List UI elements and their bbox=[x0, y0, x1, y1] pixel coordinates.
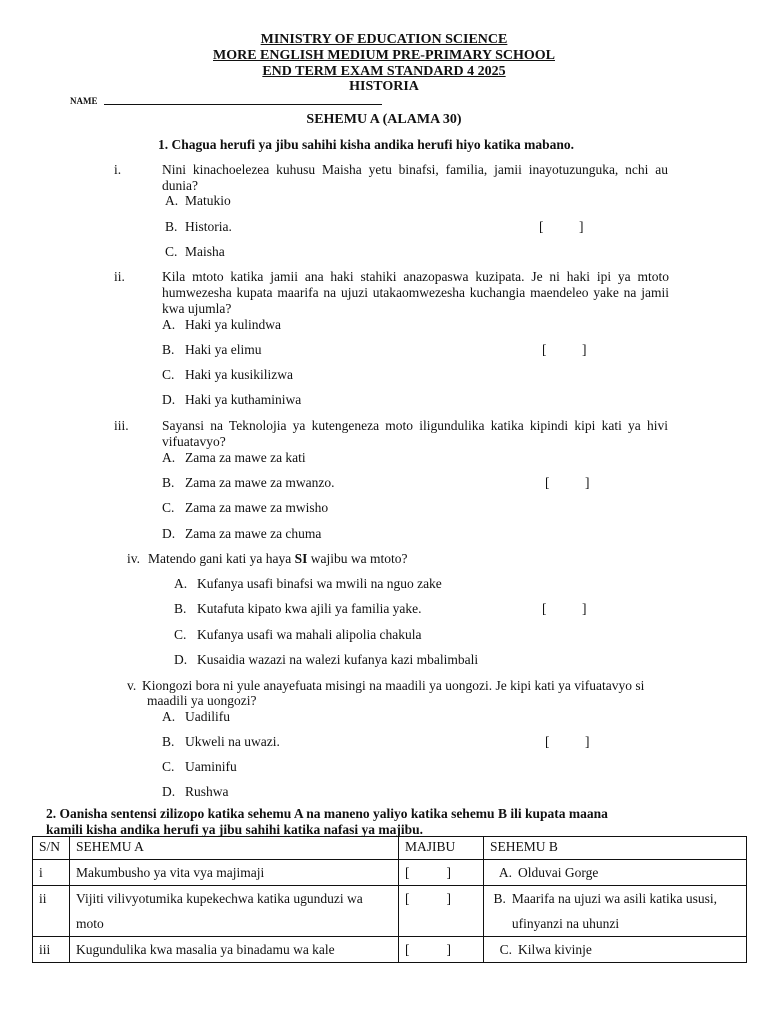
row-sehemu-a: Kugundulika kwa masalia ya binadamu wa kale bbox=[70, 937, 399, 963]
answer-cell[interactable] bbox=[399, 860, 484, 886]
answer-bracket-open: [ bbox=[405, 865, 410, 880]
option-letter: B. bbox=[174, 601, 187, 616]
option-text: Olduvai Gorge bbox=[518, 865, 599, 880]
option-letter: C. bbox=[162, 367, 175, 382]
question-number: iv. bbox=[127, 551, 140, 566]
column-header-sn: S/N bbox=[33, 837, 70, 860]
row-sehemu-b bbox=[484, 886, 747, 937]
section-a-title: SEHEMU A (ALAMA 30) bbox=[306, 112, 462, 127]
row-sehemu-a: Vijiti vilivyotumika kupekechwa katika ugunduzi wa moto bbox=[70, 886, 399, 937]
answer-bracket-open[interactable]: [ bbox=[545, 475, 550, 490]
row-sn: iii bbox=[33, 937, 70, 963]
answer-bracket-open[interactable]: [ bbox=[542, 601, 547, 616]
question-number: iii. bbox=[114, 418, 129, 433]
option-letter: B. bbox=[162, 475, 175, 490]
option-text: Kusaidia wazazi na walezi kufanya kazi mbalimbali bbox=[197, 652, 479, 667]
option-letter: A. bbox=[174, 576, 188, 591]
answer-bracket-open: [ bbox=[405, 891, 410, 906]
option-letter: C. bbox=[499, 942, 512, 957]
option-letter: D. bbox=[174, 652, 188, 667]
answer-bracket-close: ] bbox=[446, 865, 451, 880]
option-letter: B. bbox=[162, 342, 175, 357]
option-letter: B. bbox=[165, 219, 178, 234]
option-letter: A. bbox=[162, 317, 176, 332]
option-text: Haki ya kulindwa bbox=[185, 317, 281, 332]
row-sehemu-b bbox=[484, 860, 747, 886]
answer-bracket-open[interactable]: [ bbox=[542, 342, 547, 357]
option-text: Kufanya usafi wa mahali alipolia chakula bbox=[197, 627, 422, 642]
option-letter: C. bbox=[162, 500, 175, 515]
option-letter: D. bbox=[162, 784, 176, 799]
answer-bracket-close: ] bbox=[446, 942, 451, 957]
option-letter: A. bbox=[162, 709, 176, 724]
option-text: Zama za mawe za chuma bbox=[185, 526, 322, 541]
option-text: Haki ya kusikilizwa bbox=[185, 367, 293, 382]
answer-bracket-open[interactable]: [ bbox=[545, 734, 550, 749]
question-number: v. bbox=[127, 678, 137, 693]
row-sehemu-b bbox=[484, 937, 747, 963]
exam-title: END TERM EXAM STANDARD 4 2025 bbox=[262, 64, 506, 79]
question-text: Kila mtoto katika jamii ana haki stahiki anazopaswa kuzipata. Je ni haki ipi ya mtoto humwezesha kupata maarifa na ujuzi utakaomwezesha kuchangia maendeleo yake na jamii kwa ujumla? bbox=[162, 269, 669, 316]
column-header-sehemu-b: SEHEMU B bbox=[484, 837, 747, 860]
option-text: Haki ya elimu bbox=[185, 342, 262, 357]
option-text: Haki ya kuthaminiwa bbox=[185, 392, 302, 407]
option-text: Zama za mawe za kati bbox=[185, 450, 306, 465]
table-row bbox=[33, 860, 747, 886]
option-text: Kufanya usafi binafsi wa mwili na nguo zake bbox=[197, 576, 442, 591]
question-text-line2: maadili ya uongozi? bbox=[147, 693, 257, 708]
answer-bracket-close[interactable]: ] bbox=[582, 342, 587, 357]
q1-instruction: 1. Chagua herufi ya jibu sahihi kisha andika herufi hiyo katika mabano. bbox=[158, 137, 574, 152]
question-text: Sayansi na Teknolojia ya kutengeneza moto iligundulika katika kipindi kipi kati ya hivi vifuatavyo? bbox=[162, 418, 668, 449]
option-text: Kilwa kivinje bbox=[518, 942, 592, 957]
q2-instruction-line1: 2. Oanisha sentensi zilizopo katika sehemu A na maneno yaliyo katika sehemu B ili kupata maana bbox=[46, 806, 608, 821]
column-header-majibu: MAJIBU bbox=[399, 837, 484, 860]
question-number: ii. bbox=[114, 269, 125, 284]
table-row bbox=[33, 937, 747, 963]
option-text: Rushwa bbox=[185, 784, 229, 799]
option-letter: A. bbox=[498, 865, 512, 880]
name-label: NAME bbox=[70, 96, 98, 106]
option-letter: B. bbox=[162, 734, 175, 749]
option-text: Maarifa na ujuzi wa asili katika ususi, ufinyanzi na uhunzi bbox=[511, 891, 717, 931]
question-text: Nini kinachoelezea kuhusu Maisha yetu binafsi, familia, jamii inayotuzunguka, nchi au dunia? bbox=[162, 162, 668, 193]
answer-bracket-close[interactable]: ] bbox=[585, 734, 590, 749]
answer-bracket-close: ] bbox=[446, 891, 451, 906]
row-sn: ii bbox=[33, 886, 70, 937]
matching-table bbox=[32, 836, 747, 963]
name-input-line[interactable] bbox=[104, 104, 382, 105]
option-text: Zama za mawe za mwisho bbox=[185, 500, 329, 515]
row-sehemu-a: Makumbusho ya vita vya majimaji bbox=[70, 860, 399, 886]
option-text: Ukweli na uwazi. bbox=[185, 734, 280, 749]
table-row bbox=[33, 886, 747, 937]
option-letter: C. bbox=[162, 759, 175, 774]
subject-title: HISTORIA bbox=[349, 79, 419, 94]
answer-bracket-close[interactable]: ] bbox=[579, 219, 584, 234]
ministry-title: MINISTRY OF EDUCATION SCIENCE bbox=[260, 32, 508, 47]
option-letter: D. bbox=[162, 392, 176, 407]
option-letter: C. bbox=[165, 244, 178, 259]
q2-instruction-line2: kamili kisha andika herufi ya jibu sahihi katika nafasi ya majibu. bbox=[46, 822, 423, 837]
question-text: Matendo gani kati ya haya SI wajibu wa mtoto? bbox=[148, 551, 408, 566]
answer-cell[interactable] bbox=[399, 937, 484, 963]
answer-bracket-close[interactable]: ] bbox=[585, 475, 590, 490]
question-number: i. bbox=[114, 162, 122, 177]
option-letter: A. bbox=[162, 450, 176, 465]
answer-cell[interactable] bbox=[399, 886, 484, 937]
school-name: MORE ENGLISH MEDIUM PRE-PRIMARY SCHOOL bbox=[213, 48, 555, 63]
option-text: Maisha bbox=[185, 244, 225, 259]
option-text: Kutafuta kipato kwa ajili ya familia yake. bbox=[197, 601, 422, 616]
answer-bracket-open: [ bbox=[405, 942, 410, 957]
row-sn: i bbox=[33, 860, 70, 886]
question-text-line1: Kiongozi bora ni yule anayefuata misingi na maadili ya uongozi. Je kipi kati ya vifuatavyo si bbox=[142, 678, 645, 693]
option-letter: A. bbox=[165, 193, 179, 208]
option-letter: C. bbox=[174, 627, 187, 642]
option-text: Uadilifu bbox=[185, 709, 230, 724]
option-text: Uaminifu bbox=[185, 759, 237, 774]
answer-bracket-close[interactable]: ] bbox=[582, 601, 587, 616]
option-text: Zama za mawe za mwanzo. bbox=[185, 475, 335, 490]
table-header-row bbox=[33, 837, 747, 860]
answer-bracket-open[interactable]: [ bbox=[539, 219, 544, 234]
option-text: Historia. bbox=[185, 219, 232, 234]
option-letter: B. bbox=[493, 891, 506, 906]
option-text: Matukio bbox=[185, 193, 231, 208]
column-header-sehemu-a: SEHEMU A bbox=[70, 837, 399, 860]
option-letter: D. bbox=[162, 526, 176, 541]
